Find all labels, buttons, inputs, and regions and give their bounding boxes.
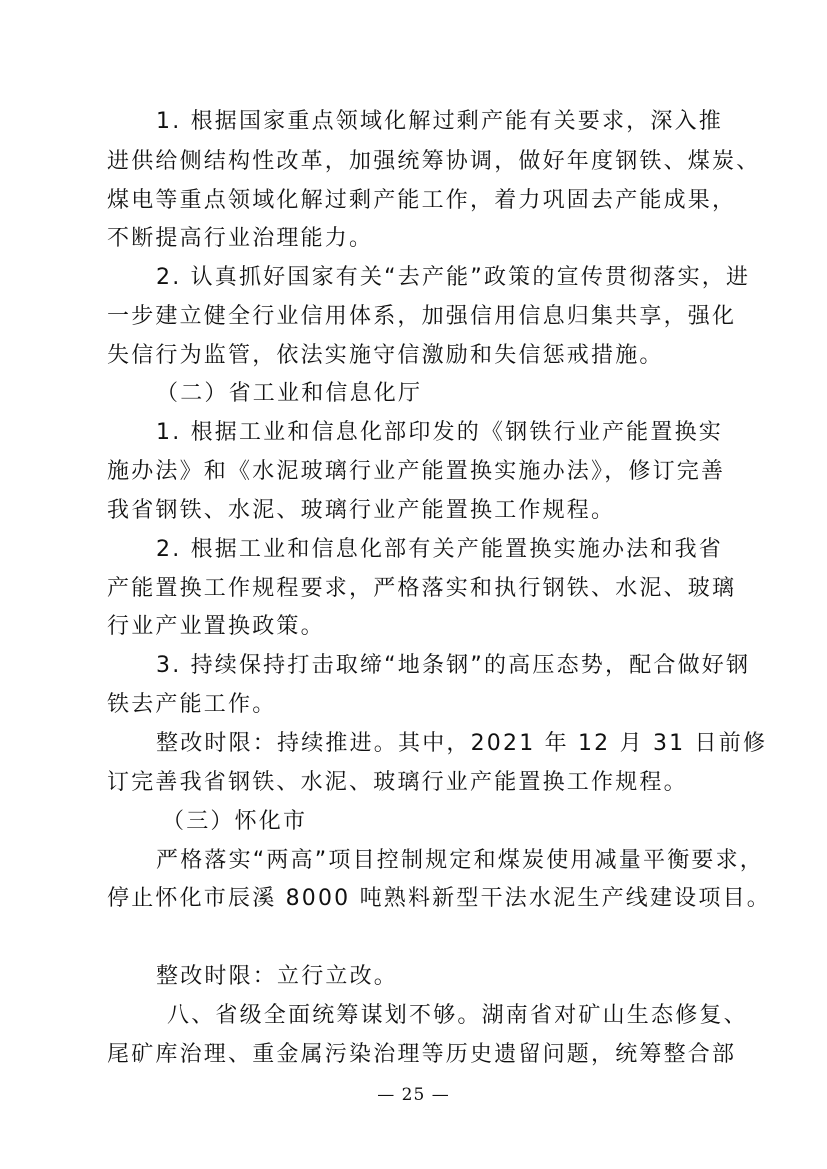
text-line: 严格落实“两高”项目控制规定和煤炭使用减量平衡要求，: [156, 848, 764, 873]
text-line: 煤电等重点领域化解过剩产能工作，着力巩固去产能成果，: [107, 188, 737, 213]
text-line: 1. 根据工业和信息化部印发的《钢铁行业产能置换实: [156, 420, 723, 445]
text-line: 订完善我省钢铁、水泥、玻璃行业产能置换工作规程。: [107, 770, 688, 795]
text-line: 进供给侧结构性改革，加强统筹协调，做好年度钢铁、煤炭、: [107, 149, 761, 174]
text-line: 3. 持续保持打击取缔“地条钢”的高压态势，配合做好钢: [156, 653, 751, 678]
text-line: 产能置换工作规程要求，严格落实和执行钢铁、水泥、玻璃: [107, 576, 737, 601]
text-line: 尾矿库治理、重金属污染治理等历史遗留问题，统筹整合部: [107, 1042, 737, 1067]
text-line: 1. 根据国家重点领域化解过剩产能有关要求，深入推: [156, 109, 723, 134]
text-line: 行业产业置换政策。: [107, 614, 325, 639]
text-line: 停止怀化市辰溪 8000 吨熟料新型干法水泥生产线建设项目。: [107, 886, 771, 911]
text-line: 施办法》和《水泥玻璃行业产能置换实施办法》，修订完善: [107, 459, 726, 484]
page-number: — 25 —: [377, 1085, 450, 1105]
text-line: 失信行为监管，依法实施守信激励和失信惩戒措施。: [107, 343, 664, 368]
text-line: 我省钢铁、水泥、玻璃行业产能置换工作规程。: [107, 498, 616, 523]
text-line: 铁去产能工作。: [107, 692, 277, 717]
section-heading: 八、省级全面统筹谋划不够。湖南省对矿山生态修复、: [167, 1003, 748, 1028]
text-line: 一步建立健全行业信用体系，加强信用信息归集共享，强化: [107, 304, 737, 329]
section-heading: （三）怀化市: [162, 809, 308, 834]
text-line: 2. 认真抓好国家有关“去产能”政策的宣传贯彻落实，进: [156, 265, 751, 290]
text-line: 2. 根据工业和信息化部有关产能置换实施办法和我省: [156, 537, 723, 562]
text-line: 不断提高行业治理能力。: [107, 226, 374, 251]
text-line: 整改时限：立行立改。: [156, 964, 399, 989]
text-line: 整改时限：持续推进。其中，2021 年 12 月 31 日前修: [156, 731, 768, 756]
section-heading: （二）省工业和信息化厅: [156, 381, 423, 406]
